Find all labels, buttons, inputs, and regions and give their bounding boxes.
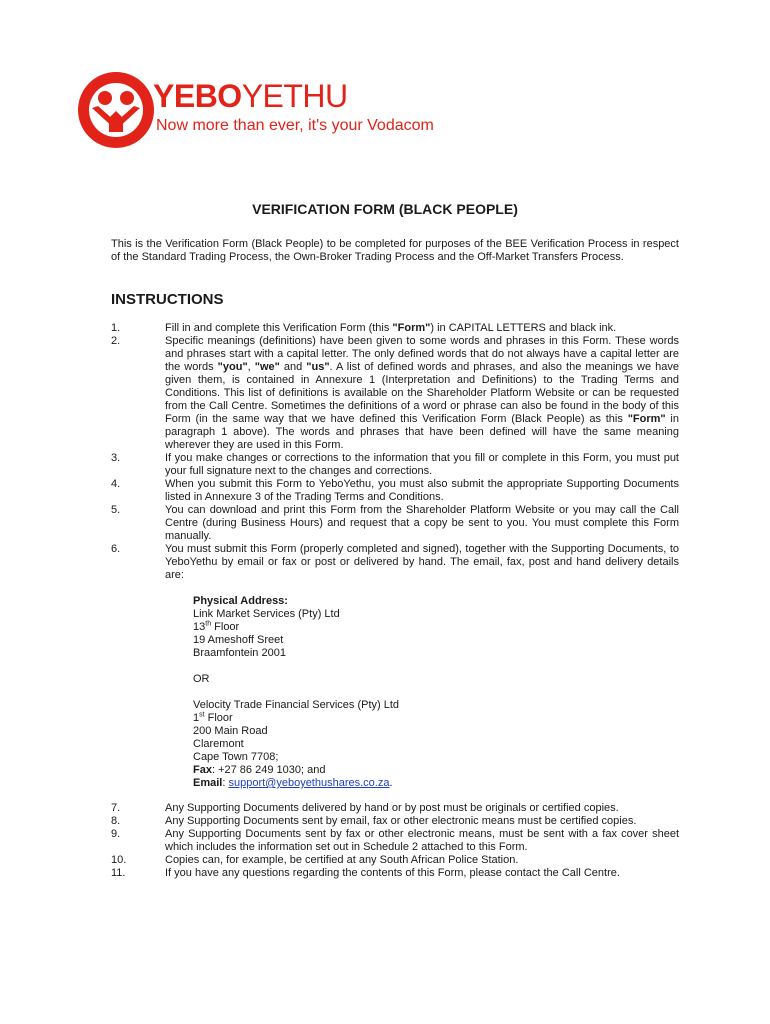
address-floor: 1st Floor bbox=[193, 711, 233, 724]
address-or: OR bbox=[193, 673, 210, 685]
list-item: 2. Specific meanings (definitions) have been given to some words and phrases in this Form. These words and phrases start with a capital letter. The only defined words that do not always have a capital letter are the words "you", "we" and "us". A list of defined words and phrases, and also the meanings we have given them, is contained in Annexure 1 (Interpretation and Definitions) to the Trading Terms and Conditions. This list of definitions is available on the Shareholder Platform Website or can be requested from the Call Centre. Sometimes the definitions of a word or phrase can also be found in the body of this Form (in the same way that we have defined this Verification Form (Black People) as this "Form" in paragraph 1 above). The words and phrases that have been defined will have the same meaning wherever they are used in this Form. bbox=[111, 335, 679, 451]
list-item: 10. Copies can, for example, be certified at any South African Police Station. bbox=[111, 854, 519, 866]
yeboyethu-emblem-icon bbox=[76, 70, 156, 150]
list-item: 1. Fill in and complete this Verification Form (this "Form") in CAPITAL LETTERS and black ink. bbox=[111, 322, 617, 334]
list-item: 5. You can download and print this Form from the Shareholder Platform Website or you may call the Call Centre (during Business Hours) and request that a copy be sent to you. You must complete this Form manually. bbox=[111, 504, 679, 542]
list-item: 6. You must submit this Form (properly completed and signed), together with the Supporting Documents, to YeboYethu by email or fax or post or delivered by hand. The email, fax, post and hand delivery details are: bbox=[111, 543, 679, 581]
brand-tagline: Now more than ever, it's your Vodacom bbox=[156, 117, 434, 134]
instructions-list bbox=[111, 322, 679, 582]
address-floor: 13th Floor bbox=[193, 620, 240, 633]
list-item: 8. Any Supporting Documents sent by email, fax or other electronic means must be certified copies. bbox=[111, 815, 637, 827]
address-company: Velocity Trade Financial Services (Pty) Ltd bbox=[193, 699, 400, 711]
email-link[interactable]: support@yeboyethushares.co.za bbox=[228, 777, 390, 789]
list-item: 11. If you have any questions regarding the contents of this Form, please contact the Call Centre. bbox=[111, 867, 620, 879]
instructions-list-continued bbox=[111, 802, 679, 880]
physical-address-heading: Physical Address: bbox=[193, 595, 288, 607]
list-item: 7. Any Supporting Documents delivered by hand or by post must be originals or certified copies. bbox=[111, 802, 619, 814]
form-intro: This is the Verification Form (Black People) to be completed for purposes of the BEE Verification Process in respect of the Standard Trading Process, the Own-Broker Trading Process and the Off-Market Transfers Process. bbox=[111, 238, 679, 263]
list-item: 3. If you make changes or corrections to the information that you fill or complete in this Form, you must put your full signature next to the changes and corrections. bbox=[111, 452, 679, 477]
instructions-heading: INSTRUCTIONS bbox=[111, 291, 224, 308]
address-street: 200 Main Road bbox=[193, 725, 268, 737]
address-city: Braamfontein 2001 bbox=[193, 647, 286, 659]
brand-name: YEBOYETHU bbox=[153, 78, 348, 114]
fax-line: Fax: +27 86 249 1030; and bbox=[193, 764, 326, 776]
list-item: 4. When you submit this Form to YeboYethu, you must also submit the appropriate Supporting Documents listed in Annexure 3 of the Trading Terms and Conditions. bbox=[111, 478, 679, 503]
address-suburb: Claremont bbox=[193, 738, 244, 750]
list-item: 9. Any Supporting Documents sent by fax or other electronic means, must be sent with a fax cover sheet which includes the information set out in Schedule 2 attached to this Form. bbox=[111, 828, 679, 853]
address-company: Link Market Services (Pty) Ltd bbox=[193, 608, 340, 620]
delivery-addresses bbox=[193, 595, 673, 790]
address-city: Cape Town 7708; bbox=[193, 751, 279, 763]
form-title: VERIFICATION FORM (BLACK PEOPLE) bbox=[252, 201, 518, 217]
address-street: 19 Ameshoff Sreet bbox=[193, 634, 284, 646]
email-line: Email: support@yeboyethushares.co.za. bbox=[193, 777, 393, 789]
